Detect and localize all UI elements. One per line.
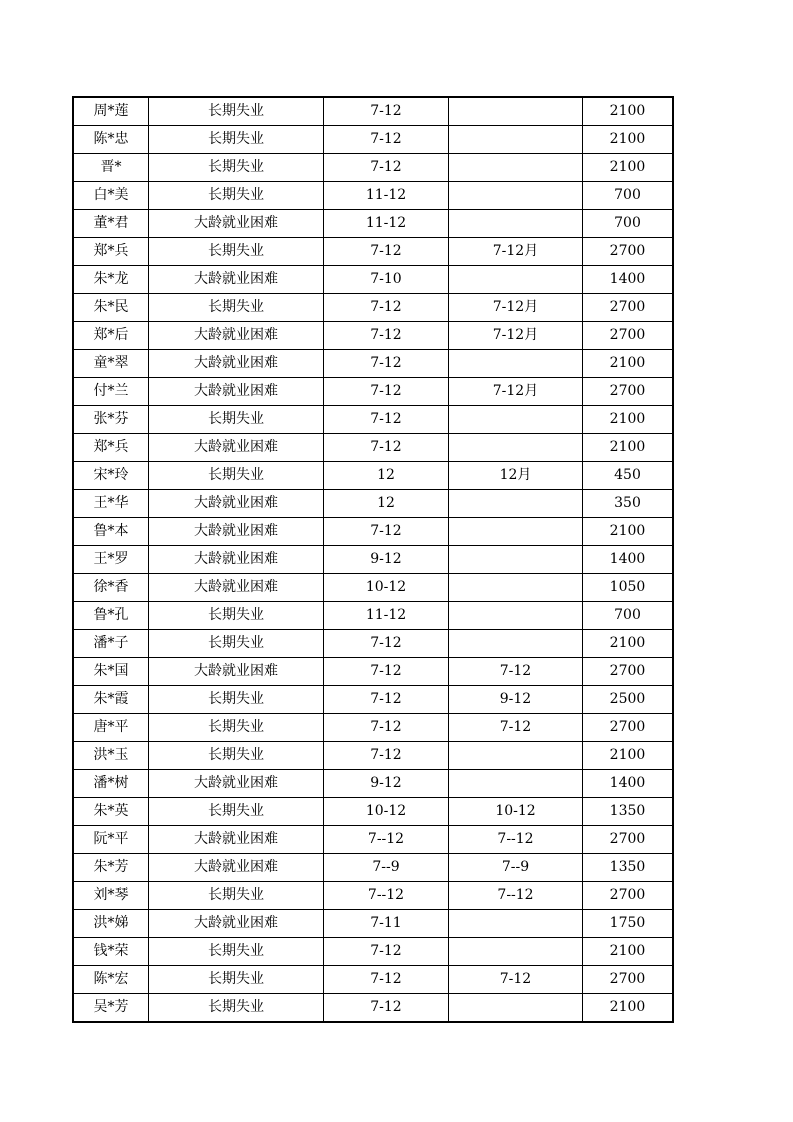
period-cell: 7-12 bbox=[324, 966, 449, 994]
period-cell: 7-10 bbox=[324, 266, 449, 294]
name-cell: 朱*英 bbox=[73, 798, 149, 826]
period-cell: 7-12 bbox=[324, 630, 449, 658]
period-cell: 7-12 bbox=[324, 294, 449, 322]
category-cell: 长期失业 bbox=[149, 462, 324, 490]
table-row bbox=[73, 154, 673, 182]
category-cell: 大龄就业困难 bbox=[149, 434, 324, 462]
name-cell: 潘*子 bbox=[73, 630, 149, 658]
amount-cell: 2100 bbox=[583, 97, 674, 126]
name-cell: 白*美 bbox=[73, 182, 149, 210]
period-cell: 9-12 bbox=[324, 770, 449, 798]
table-row bbox=[73, 966, 673, 994]
amount-cell: 2100 bbox=[583, 518, 674, 546]
period-cell: 7-11 bbox=[324, 910, 449, 938]
period-cell: 7--12 bbox=[324, 826, 449, 854]
amount-cell: 450 bbox=[583, 462, 674, 490]
table-row bbox=[73, 434, 673, 462]
name-cell: 郑*兵 bbox=[73, 238, 149, 266]
amount-cell: 2700 bbox=[583, 322, 674, 350]
amount-cell: 2500 bbox=[583, 686, 674, 714]
subsidy-months-cell bbox=[449, 938, 583, 966]
amount-cell: 2100 bbox=[583, 938, 674, 966]
subsidy-months-cell bbox=[449, 574, 583, 602]
table-row bbox=[73, 462, 673, 490]
subsidy-months-cell: 7-12月 bbox=[449, 378, 583, 406]
period-cell: 11-12 bbox=[324, 210, 449, 238]
subsidy-months-cell bbox=[449, 154, 583, 182]
period-cell: 7-12 bbox=[324, 154, 449, 182]
name-cell: 徐*香 bbox=[73, 574, 149, 602]
period-cell: 7-12 bbox=[324, 434, 449, 462]
table-row bbox=[73, 938, 673, 966]
table-row bbox=[73, 406, 673, 434]
period-cell: 11-12 bbox=[324, 602, 449, 630]
name-cell: 童*翠 bbox=[73, 350, 149, 378]
subsidy-months-cell: 12月 bbox=[449, 462, 583, 490]
table-row bbox=[73, 574, 673, 602]
amount-cell: 2700 bbox=[583, 826, 674, 854]
name-cell: 洪*娣 bbox=[73, 910, 149, 938]
table-row bbox=[73, 266, 673, 294]
amount-cell: 1350 bbox=[583, 854, 674, 882]
period-cell: 7--9 bbox=[324, 854, 449, 882]
subsidy-months-cell: 7-12月 bbox=[449, 322, 583, 350]
amount-cell: 350 bbox=[583, 490, 674, 518]
name-cell: 宋*玲 bbox=[73, 462, 149, 490]
period-cell: 7-12 bbox=[324, 97, 449, 126]
category-cell: 大龄就业困难 bbox=[149, 350, 324, 378]
category-cell: 长期失业 bbox=[149, 742, 324, 770]
amount-cell: 2100 bbox=[583, 630, 674, 658]
table-row bbox=[73, 210, 673, 238]
amount-cell: 700 bbox=[583, 182, 674, 210]
amount-cell: 1400 bbox=[583, 266, 674, 294]
category-cell: 长期失业 bbox=[149, 154, 324, 182]
table-row bbox=[73, 882, 673, 910]
amount-cell: 2700 bbox=[583, 966, 674, 994]
table-row bbox=[73, 686, 673, 714]
period-cell: 7-12 bbox=[324, 938, 449, 966]
category-cell: 长期失业 bbox=[149, 97, 324, 126]
subsidy-months-cell bbox=[449, 182, 583, 210]
amount-cell: 700 bbox=[583, 210, 674, 238]
category-cell: 大龄就业困难 bbox=[149, 266, 324, 294]
period-cell: 7-12 bbox=[324, 378, 449, 406]
amount-cell: 2100 bbox=[583, 126, 674, 154]
name-cell: 晋* bbox=[73, 154, 149, 182]
amount-cell: 2100 bbox=[583, 406, 674, 434]
table-row bbox=[73, 322, 673, 350]
subsidy-months-cell: 7-12 bbox=[449, 714, 583, 742]
category-cell: 长期失业 bbox=[149, 882, 324, 910]
period-cell: 12 bbox=[324, 462, 449, 490]
table-row bbox=[73, 994, 673, 1023]
period-cell: 7-12 bbox=[324, 322, 449, 350]
category-cell: 长期失业 bbox=[149, 938, 324, 966]
amount-cell: 2700 bbox=[583, 378, 674, 406]
amount-cell: 2700 bbox=[583, 714, 674, 742]
subsidy-months-cell: 10-12 bbox=[449, 798, 583, 826]
name-cell: 郑*兵 bbox=[73, 434, 149, 462]
table-row bbox=[73, 490, 673, 518]
name-cell: 郑*后 bbox=[73, 322, 149, 350]
amount-cell: 2100 bbox=[583, 994, 674, 1023]
amount-cell: 2100 bbox=[583, 154, 674, 182]
period-cell: 7-12 bbox=[324, 518, 449, 546]
name-cell: 付*兰 bbox=[73, 378, 149, 406]
name-cell: 王*罗 bbox=[73, 546, 149, 574]
subsidy-months-cell bbox=[449, 97, 583, 126]
table-row bbox=[73, 714, 673, 742]
name-cell: 陈*宏 bbox=[73, 966, 149, 994]
name-cell: 阮*平 bbox=[73, 826, 149, 854]
subsidy-months-cell bbox=[449, 910, 583, 938]
table-row bbox=[73, 826, 673, 854]
category-cell: 长期失业 bbox=[149, 798, 324, 826]
subsidy-months-cell bbox=[449, 630, 583, 658]
table-row bbox=[73, 742, 673, 770]
name-cell: 朱*龙 bbox=[73, 266, 149, 294]
category-cell: 大龄就业困难 bbox=[149, 770, 324, 798]
subsidy-months-cell bbox=[449, 350, 583, 378]
category-cell: 长期失业 bbox=[149, 182, 324, 210]
category-cell: 大龄就业困难 bbox=[149, 854, 324, 882]
table-row bbox=[73, 238, 673, 266]
category-cell: 长期失业 bbox=[149, 406, 324, 434]
period-cell: 7-12 bbox=[324, 742, 449, 770]
period-cell: 7-12 bbox=[324, 126, 449, 154]
period-cell: 7-12 bbox=[324, 686, 449, 714]
table-row bbox=[73, 770, 673, 798]
category-cell: 大龄就业困难 bbox=[149, 826, 324, 854]
table-row bbox=[73, 630, 673, 658]
name-cell: 吴*芳 bbox=[73, 994, 149, 1023]
amount-cell: 1400 bbox=[583, 770, 674, 798]
subsidy-months-cell bbox=[449, 518, 583, 546]
name-cell: 陈*忠 bbox=[73, 126, 149, 154]
table-row bbox=[73, 182, 673, 210]
amount-cell: 2100 bbox=[583, 742, 674, 770]
subsidy-months-cell: 7--12 bbox=[449, 882, 583, 910]
subsidy-months-cell bbox=[449, 770, 583, 798]
period-cell: 11-12 bbox=[324, 182, 449, 210]
subsidy-months-cell: 7-12月 bbox=[449, 238, 583, 266]
table-row bbox=[73, 518, 673, 546]
amount-cell: 1400 bbox=[583, 546, 674, 574]
amount-cell: 1350 bbox=[583, 798, 674, 826]
period-cell: 7-12 bbox=[324, 238, 449, 266]
subsidy-months-cell: 7--9 bbox=[449, 854, 583, 882]
table-row bbox=[73, 97, 673, 126]
subsidy-months-cell bbox=[449, 994, 583, 1023]
subsidy-months-cell bbox=[449, 210, 583, 238]
table-row bbox=[73, 546, 673, 574]
amount-cell: 1750 bbox=[583, 910, 674, 938]
category-cell: 大龄就业困难 bbox=[149, 378, 324, 406]
category-cell: 大龄就业困难 bbox=[149, 658, 324, 686]
table-row bbox=[73, 126, 673, 154]
period-cell: 7--12 bbox=[324, 882, 449, 910]
amount-cell: 2700 bbox=[583, 238, 674, 266]
table-row bbox=[73, 294, 673, 322]
table-row bbox=[73, 378, 673, 406]
amount-cell: 2700 bbox=[583, 294, 674, 322]
category-cell: 长期失业 bbox=[149, 126, 324, 154]
amount-cell: 700 bbox=[583, 602, 674, 630]
amount-cell: 2100 bbox=[583, 434, 674, 462]
subsidy-table-body bbox=[73, 97, 673, 1022]
subsidy-months-cell bbox=[449, 406, 583, 434]
subsidy-months-cell: 7-12月 bbox=[449, 294, 583, 322]
name-cell: 朱*国 bbox=[73, 658, 149, 686]
category-cell: 长期失业 bbox=[149, 294, 324, 322]
category-cell: 大龄就业困难 bbox=[149, 322, 324, 350]
category-cell: 长期失业 bbox=[149, 602, 324, 630]
name-cell: 潘*树 bbox=[73, 770, 149, 798]
category-cell: 大龄就业困难 bbox=[149, 574, 324, 602]
period-cell: 9-12 bbox=[324, 546, 449, 574]
amount-cell: 2100 bbox=[583, 350, 674, 378]
category-cell: 长期失业 bbox=[149, 238, 324, 266]
period-cell: 7-12 bbox=[324, 350, 449, 378]
table-row bbox=[73, 854, 673, 882]
name-cell: 唐*平 bbox=[73, 714, 149, 742]
category-cell: 大龄就业困难 bbox=[149, 910, 324, 938]
period-cell: 7-12 bbox=[324, 658, 449, 686]
period-cell: 10-12 bbox=[324, 574, 449, 602]
name-cell: 周*莲 bbox=[73, 97, 149, 126]
table-row bbox=[73, 350, 673, 378]
name-cell: 张*芬 bbox=[73, 406, 149, 434]
name-cell: 洪*玉 bbox=[73, 742, 149, 770]
table-row bbox=[73, 658, 673, 686]
name-cell: 董*君 bbox=[73, 210, 149, 238]
category-cell: 长期失业 bbox=[149, 686, 324, 714]
subsidy-months-cell bbox=[449, 602, 583, 630]
name-cell: 刘*琴 bbox=[73, 882, 149, 910]
name-cell: 钱*荣 bbox=[73, 938, 149, 966]
subsidy-months-cell bbox=[449, 266, 583, 294]
category-cell: 长期失业 bbox=[149, 714, 324, 742]
category-cell: 长期失业 bbox=[149, 994, 324, 1023]
period-cell: 7-12 bbox=[324, 406, 449, 434]
subsidy-months-cell bbox=[449, 546, 583, 574]
subsidy-months-cell bbox=[449, 742, 583, 770]
name-cell: 朱*霞 bbox=[73, 686, 149, 714]
period-cell: 7-12 bbox=[324, 714, 449, 742]
name-cell: 鲁*孔 bbox=[73, 602, 149, 630]
name-cell: 王*华 bbox=[73, 490, 149, 518]
amount-cell: 1050 bbox=[583, 574, 674, 602]
name-cell: 朱*民 bbox=[73, 294, 149, 322]
table-row bbox=[73, 602, 673, 630]
subsidy-months-cell: 9-12 bbox=[449, 686, 583, 714]
name-cell: 朱*芳 bbox=[73, 854, 149, 882]
category-cell: 大龄就业困难 bbox=[149, 490, 324, 518]
subsidy-months-cell bbox=[449, 434, 583, 462]
category-cell: 大龄就业困难 bbox=[149, 518, 324, 546]
name-cell: 鲁*本 bbox=[73, 518, 149, 546]
subsidy-months-cell bbox=[449, 126, 583, 154]
category-cell: 长期失业 bbox=[149, 630, 324, 658]
period-cell: 12 bbox=[324, 490, 449, 518]
category-cell: 大龄就业困难 bbox=[149, 210, 324, 238]
subsidy-months-cell: 7--12 bbox=[449, 826, 583, 854]
period-cell: 10-12 bbox=[324, 798, 449, 826]
category-cell: 大龄就业困难 bbox=[149, 546, 324, 574]
amount-cell: 2700 bbox=[583, 882, 674, 910]
category-cell: 长期失业 bbox=[149, 966, 324, 994]
amount-cell: 2700 bbox=[583, 658, 674, 686]
subsidy-months-cell: 7-12 bbox=[449, 966, 583, 994]
subsidy-table bbox=[72, 96, 674, 1023]
subsidy-months-cell bbox=[449, 490, 583, 518]
table-row bbox=[73, 910, 673, 938]
subsidy-months-cell: 7-12 bbox=[449, 658, 583, 686]
table-row bbox=[73, 798, 673, 826]
period-cell: 7-12 bbox=[324, 994, 449, 1023]
